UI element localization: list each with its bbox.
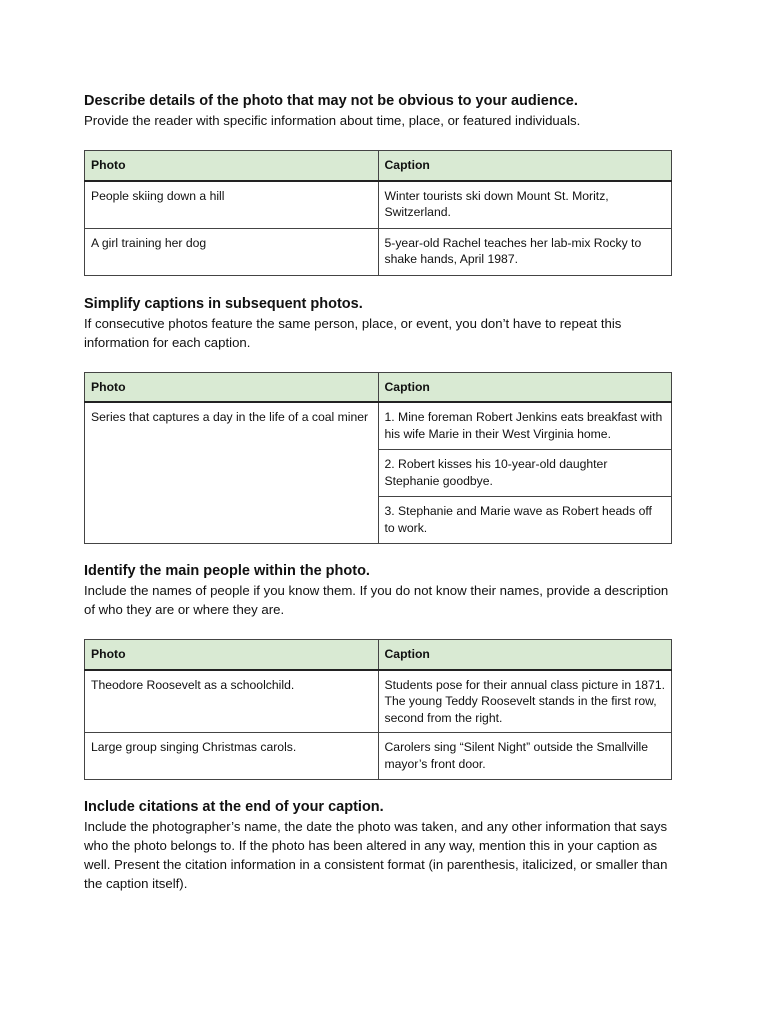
- caption-cell: 1. Mine foreman Robert Jenkins eats breakfast with his wife Marie in their West Virginia home.: [378, 402, 672, 450]
- section-heading-citations: Include citations at the end of your caption.: [84, 799, 384, 815]
- table-header-photo: Photo: [85, 372, 379, 402]
- section-heading-details: Describe details of the photo that may not be obvious to your audience.: [84, 93, 578, 109]
- section-body-citations: Include the photographer’s name, the date the photo was taken, and any other information that says who the photo belongs to. If the photo has been altered in any way, mention this in your caption as well. Present the citation information in a consistent format (in parenthesis, italicized, or smaller than the caption itself).: [84, 819, 668, 891]
- table-simplify: [84, 372, 672, 545]
- section-intro-identify: Include the names of people if you know them. If you do not know their names, provide a description of who they are or where they are.: [84, 583, 669, 617]
- photo-cell: Series that captures a day in the life of a coal miner: [85, 402, 379, 544]
- table-row: [85, 670, 672, 733]
- photo-cell: Theodore Roosevelt as a schoolchild.: [85, 670, 379, 733]
- table-row: [85, 181, 672, 229]
- caption-cell: 2. Robert kisses his 10-year-old daughter Stephanie goodbye.: [378, 450, 672, 497]
- caption-cell: 5-year-old Rachel teaches her lab-mix Rocky to shake hands, April 1987.: [378, 228, 672, 275]
- table-header-photo: Photo: [85, 640, 379, 670]
- table-row: [85, 228, 672, 275]
- table-header-caption: Caption: [378, 151, 672, 181]
- caption-cell: Winter tourists ski down Mount St. Moritz, Switzerland.: [378, 181, 672, 229]
- table-row: [85, 402, 672, 450]
- table-identify: [84, 639, 672, 780]
- photo-cell: People skiing down a hill: [85, 181, 379, 229]
- table-header-caption: Caption: [378, 372, 672, 402]
- table-header-photo: Photo: [85, 151, 379, 181]
- section-intro-details: Provide the reader with specific information about time, place, or featured individuals.: [84, 113, 581, 128]
- table-details: [84, 150, 672, 276]
- table-row: [85, 733, 672, 780]
- caption-cell: 3. Stephanie and Marie wave as Robert heads off to work.: [378, 497, 672, 544]
- table-header-caption: Caption: [378, 640, 672, 670]
- section-heading-identify: Identify the main people within the photo.: [84, 563, 370, 579]
- photo-cell: A girl training her dog: [85, 228, 379, 275]
- caption-cell: Carolers sing “Silent Night” outside the Smallville mayor’s front door.: [378, 733, 672, 780]
- photo-cell: Large group singing Christmas carols.: [85, 733, 379, 780]
- section-heading-simplify: Simplify captions in subsequent photos.: [84, 295, 363, 312]
- document-page: [84, 92, 674, 893]
- caption-cell: Students pose for their annual class picture in 1871. The young Teddy Roosevelt stands in the first row, second from the right.: [378, 670, 672, 733]
- section-intro-simplify: If consecutive photos feature the same person, place, or event, you don’t have to repeat this information for each caption.: [84, 315, 622, 350]
